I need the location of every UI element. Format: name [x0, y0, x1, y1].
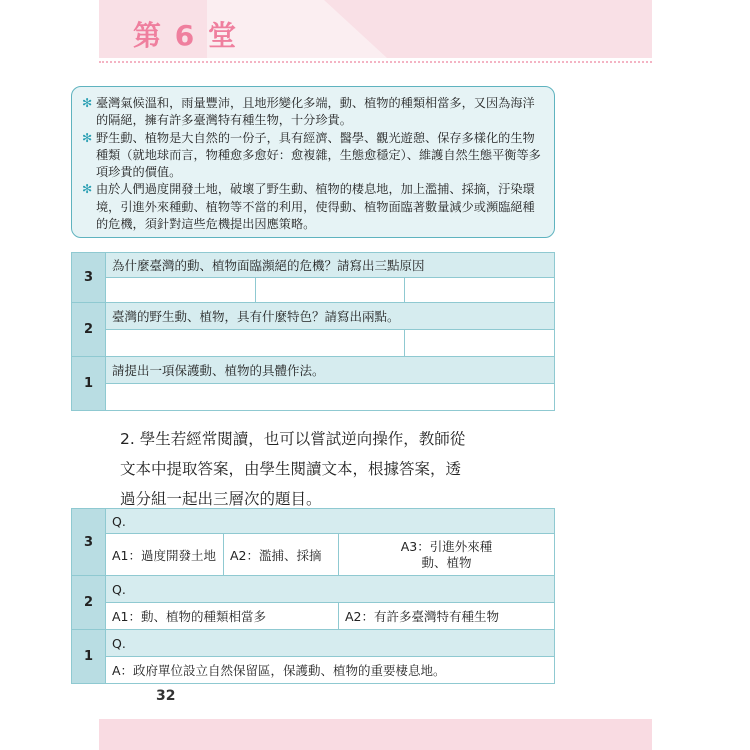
level-label: 1	[72, 630, 106, 684]
answer-cell: A2：有許多臺灣特有種生物	[339, 603, 555, 630]
answer-blank	[405, 278, 555, 303]
answer-blank	[255, 278, 405, 303]
question-text: 為什麼臺灣的動、植物面臨瀕絕的危機？請寫出三點原因	[106, 253, 555, 278]
paragraph-line: 文本中提取答案，由學生閱讀文本，根據答案，透	[120, 460, 462, 478]
answer-table	[71, 508, 555, 684]
question-table	[71, 252, 555, 411]
answer-cell: A：政府單位設立自然保留區，保護動、植物的重要棲息地。	[106, 657, 555, 684]
answer-blank	[405, 330, 555, 357]
answer-line: 動、植物	[421, 554, 472, 570]
answer-blank	[106, 330, 405, 357]
dotted-divider	[99, 61, 652, 63]
body-paragraph	[120, 424, 560, 514]
asterisk-icon: ✻	[82, 96, 93, 110]
info-bullet	[82, 130, 544, 182]
answer-cell: A2：濫捕、採摘	[224, 534, 339, 576]
answer-blank	[106, 278, 256, 303]
level-label: 2	[72, 576, 106, 630]
info-bullet-text: 由於人們過度開發土地，破壞了野生動、植物的棲息地，加上濫捕、採摘，汙染環境，引進外來種動、植物等不當的利用，使得動、植物面臨著數量減少或瀕臨絕種的危機，須針對這些危機提出因應策略。	[96, 182, 535, 232]
level-label: 3	[72, 253, 106, 303]
answer-cell	[339, 534, 555, 576]
info-box	[71, 86, 555, 238]
question-placeholder: Q.	[106, 630, 555, 657]
info-bullet-text: 野生動、植物是大自然的一份子，具有經濟、醫學、觀光遊憩、保存多樣化的生物種類（就地球而言，物種愈多愈好：愈複雜，生態愈穩定）、維護自然生態平衡等多項珍貴的價值。	[96, 130, 541, 180]
question-placeholder: Q.	[106, 576, 555, 603]
page-number: 32	[156, 688, 176, 704]
answer-cell: A1：動、植物的種類相當多	[106, 603, 339, 630]
question-text: 請提出一項保護動、植物的具體作法。	[106, 357, 555, 384]
info-bullet	[82, 95, 544, 130]
paragraph-line: 過分組一起出三層次的題目。	[120, 490, 322, 508]
asterisk-icon: ✻	[82, 182, 93, 197]
footer-band	[99, 719, 652, 750]
answer-line: A3：引進外來種	[400, 538, 493, 554]
chapter-title: 第 6 堂	[133, 19, 238, 52]
info-bullet-text: 臺灣氣候溫和，雨量豐沛，且地形變化多端，動、植物的種類相當多，又因為海洋的隔絕，擁有許多臺灣特有種生物，十分珍貴。	[96, 96, 535, 128]
level-label: 1	[72, 357, 106, 411]
info-bullet	[82, 181, 544, 233]
level-label: 2	[72, 303, 106, 357]
answer-cell: A1：過度開發土地	[106, 534, 224, 576]
asterisk-icon: ✻	[82, 130, 93, 145]
paragraph-line: 2. 學生若經常閱讀，也可以嘗試逆向操作，教師從	[120, 430, 466, 448]
question-placeholder: Q.	[106, 509, 555, 534]
level-label: 3	[72, 509, 106, 576]
answer-blank	[106, 384, 555, 411]
question-text: 臺灣的野生動、植物，具有什麼特色？請寫出兩點。	[106, 303, 555, 330]
